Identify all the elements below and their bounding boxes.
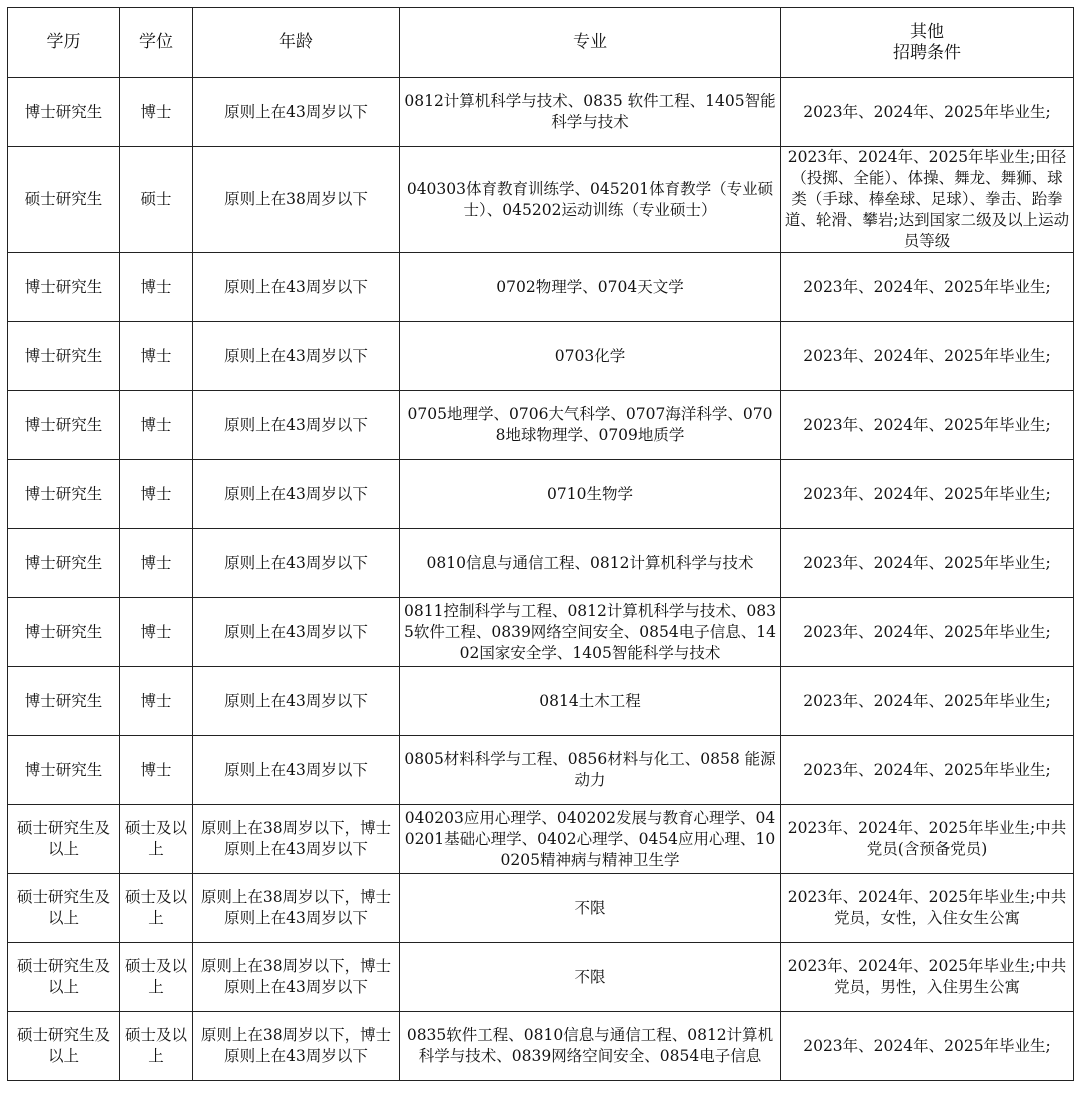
cell-education: 博士研究生 xyxy=(8,529,120,598)
cell-age: 原则上在38周岁以下，博士原则上在43周岁以下 xyxy=(193,1012,400,1081)
cell-degree: 硕士及以上 xyxy=(120,874,193,943)
cell-other: 2023年、2024年、2025年毕业生;中共党员，男性，入住男生公寓 xyxy=(781,943,1074,1012)
cell-other: 2023年、2024年、2025年毕业生; xyxy=(781,322,1074,391)
cell-age: 原则上在43周岁以下 xyxy=(193,78,400,147)
cell-age: 原则上在38周岁以下，博士原则上在43周岁以下 xyxy=(193,805,400,874)
cell-age: 原则上在38周岁以下，博士原则上在43周岁以下 xyxy=(193,943,400,1012)
cell-education: 硕士研究生及以上 xyxy=(8,805,120,874)
cell-other: 2023年、2024年、2025年毕业生; xyxy=(781,598,1074,667)
cell-education: 博士研究生 xyxy=(8,598,120,667)
table-row xyxy=(8,460,1074,529)
cell-education: 博士研究生 xyxy=(8,460,120,529)
table-row xyxy=(8,147,1074,253)
table-row xyxy=(8,874,1074,943)
header-education: 学历 xyxy=(8,8,120,78)
cell-education: 硕士研究生及以上 xyxy=(8,874,120,943)
header-other-line2: 招聘条件 xyxy=(893,42,961,63)
cell-other: 2023年、2024年、2025年毕业生; xyxy=(781,667,1074,736)
cell-major: 0812计算机科学与技术、0835 软件工程、1405智能科学与技术 xyxy=(400,78,781,147)
table-row xyxy=(8,78,1074,147)
cell-other: 2023年、2024年、2025年毕业生;田径（投掷、全能）、体操、舞龙、舞狮、球类（手球、棒垒球、足球）、拳击、跆拳道、轮滑、攀岩;达到国家二级及以上运动员等级 xyxy=(781,147,1074,253)
cell-education: 博士研究生 xyxy=(8,253,120,322)
cell-education: 硕士研究生 xyxy=(8,147,120,253)
cell-education: 硕士研究生及以上 xyxy=(8,943,120,1012)
cell-age: 原则上在43周岁以下 xyxy=(193,391,400,460)
cell-major: 不限 xyxy=(400,943,781,1012)
table-row xyxy=(8,391,1074,460)
header-major: 专业 xyxy=(400,8,781,78)
cell-other: 2023年、2024年、2025年毕业生; xyxy=(781,736,1074,805)
cell-degree: 博士 xyxy=(120,322,193,391)
cell-degree: 博士 xyxy=(120,529,193,598)
cell-age: 原则上在43周岁以下 xyxy=(193,253,400,322)
table-row xyxy=(8,943,1074,1012)
table-row xyxy=(8,529,1074,598)
recruitment-table xyxy=(7,7,1074,1081)
table-row xyxy=(8,736,1074,805)
cell-degree: 博士 xyxy=(120,78,193,147)
cell-education: 博士研究生 xyxy=(8,736,120,805)
cell-age: 原则上在43周岁以下 xyxy=(193,529,400,598)
cell-other: 2023年、2024年、2025年毕业生; xyxy=(781,529,1074,598)
header-age: 年龄 xyxy=(193,8,400,78)
cell-education: 硕士研究生及以上 xyxy=(8,1012,120,1081)
cell-major: 040303体育教育训练学、045201体育教学（专业硕士）、045202运动训练（专业硕士） xyxy=(400,147,781,253)
cell-major: 0705地理学、0706大气科学、0707海洋科学、0708地球物理学、0709地质学 xyxy=(400,391,781,460)
cell-other: 2023年、2024年、2025年毕业生; xyxy=(781,1012,1074,1081)
header-row xyxy=(8,8,1074,78)
cell-age: 原则上在43周岁以下 xyxy=(193,322,400,391)
cell-other: 2023年、2024年、2025年毕业生;中共党员(含预备党员) xyxy=(781,805,1074,874)
cell-age: 原则上在43周岁以下 xyxy=(193,736,400,805)
cell-major: 040203应用心理学、040202发展与教育心理学、040201基础心理学、0402心理学、0454应用心理、100205精神病与精神卫生学 xyxy=(400,805,781,874)
table-row xyxy=(8,598,1074,667)
cell-other: 2023年、2024年、2025年毕业生; xyxy=(781,78,1074,147)
cell-age: 原则上在43周岁以下 xyxy=(193,667,400,736)
table-row xyxy=(8,1012,1074,1081)
cell-major: 不限 xyxy=(400,874,781,943)
cell-major: 0710生物学 xyxy=(400,460,781,529)
cell-other: 2023年、2024年、2025年毕业生; xyxy=(781,460,1074,529)
table-row xyxy=(8,667,1074,736)
cell-age: 原则上在38周岁以下 xyxy=(193,147,400,253)
table-row xyxy=(8,253,1074,322)
cell-major: 0811控制科学与工程、0812计算机科学与技术、0835软件工程、0839网络空间安全、0854电子信息、1402国家安全学、1405智能科学与技术 xyxy=(400,598,781,667)
cell-degree: 博士 xyxy=(120,253,193,322)
cell-major: 0814土木工程 xyxy=(400,667,781,736)
cell-degree: 硕士及以上 xyxy=(120,943,193,1012)
cell-education: 博士研究生 xyxy=(8,667,120,736)
cell-other: 2023年、2024年、2025年毕业生; xyxy=(781,253,1074,322)
cell-major: 0703化学 xyxy=(400,322,781,391)
table-row xyxy=(8,322,1074,391)
cell-education: 博士研究生 xyxy=(8,391,120,460)
cell-age: 原则上在38周岁以下，博士原则上在43周岁以下 xyxy=(193,874,400,943)
cell-degree: 博士 xyxy=(120,391,193,460)
cell-degree: 博士 xyxy=(120,667,193,736)
header-other-line1: 其他 xyxy=(910,21,944,42)
cell-degree: 硕士及以上 xyxy=(120,805,193,874)
cell-age: 原则上在43周岁以下 xyxy=(193,460,400,529)
cell-major: 0810信息与通信工程、0812计算机科学与技术 xyxy=(400,529,781,598)
header-degree: 学位 xyxy=(120,8,193,78)
cell-major: 0702物理学、0704天文学 xyxy=(400,253,781,322)
cell-other: 2023年、2024年、2025年毕业生;中共党员，女性，入住女生公寓 xyxy=(781,874,1074,943)
header-other xyxy=(781,8,1074,78)
cell-major: 0835软件工程、0810信息与通信工程、0812计算机科学与技术、0839网络空间安全、0854电子信息 xyxy=(400,1012,781,1081)
cell-degree: 博士 xyxy=(120,736,193,805)
cell-other: 2023年、2024年、2025年毕业生; xyxy=(781,391,1074,460)
table-row xyxy=(8,805,1074,874)
cell-major: 0805材料科学与工程、0856材料与化工、0858 能源动力 xyxy=(400,736,781,805)
cell-degree: 博士 xyxy=(120,460,193,529)
cell-age: 原则上在43周岁以下 xyxy=(193,598,400,667)
cell-degree: 硕士及以上 xyxy=(120,1012,193,1081)
cell-degree: 博士 xyxy=(120,598,193,667)
cell-education: 博士研究生 xyxy=(8,78,120,147)
cell-education: 博士研究生 xyxy=(8,322,120,391)
cell-degree: 硕士 xyxy=(120,147,193,253)
